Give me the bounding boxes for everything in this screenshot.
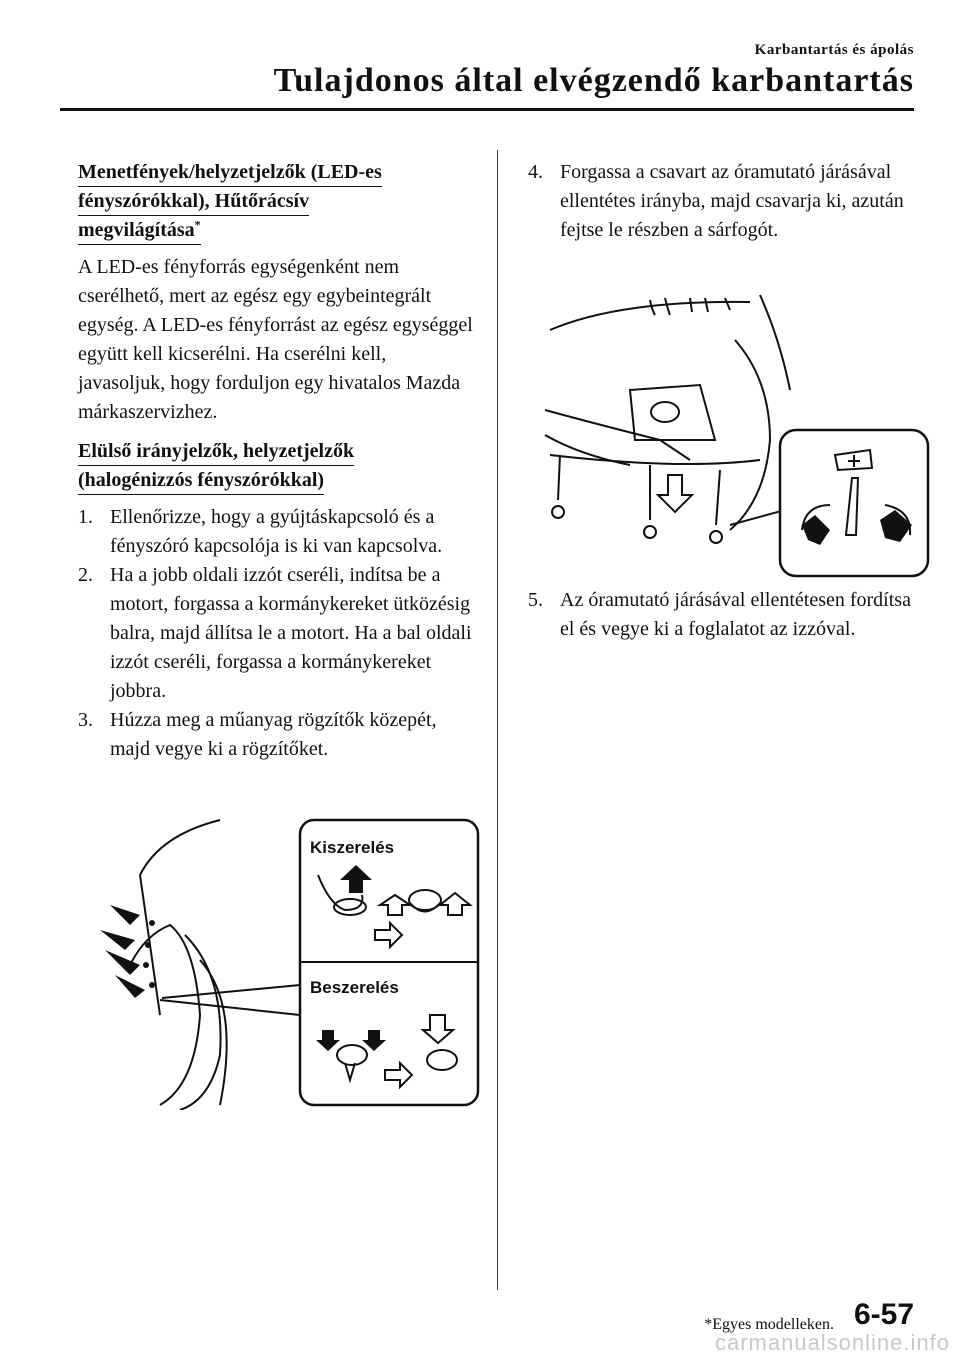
heading-front-indicators xyxy=(78,437,478,495)
heading-led-lights xyxy=(78,158,478,245)
label-install: Beszerelés xyxy=(310,978,399,997)
figure-clip-removal xyxy=(100,815,480,1110)
step-text: Ellenőrizze, hogy a gyújtáskapcsoló és a fényszóró kapcsolója is ki van kapcsolva. xyxy=(110,506,443,557)
right-column xyxy=(528,158,918,245)
list-item xyxy=(78,503,478,561)
step-number: 5. xyxy=(528,589,543,611)
step-number: 2. xyxy=(78,564,93,586)
step-text: Ha a jobb oldali izzót cseréli, indítsa be a motort, forgassa a kormánykereket ütközésig balra, majd állítsa le a motort. Ha a bal oldali izzót cseréli, forgassa a kormánykereket jobbra. xyxy=(110,564,472,702)
step-text: Húzza meg a műanyag rögzítők közepét, majd vegye ki a rögzítőket. xyxy=(110,709,437,760)
list-item xyxy=(528,158,918,245)
step-number: 1. xyxy=(78,506,93,528)
heading-line: fényszórókkal), Hűtőrácsív xyxy=(78,188,309,216)
heading-line: (halogénizzós fényszórókkal) xyxy=(78,467,324,495)
heading-line: Elülső irányjelzők, helyzetjelzők xyxy=(78,438,354,466)
steps-list xyxy=(528,158,918,245)
right-column-lower xyxy=(528,586,918,644)
steps-list xyxy=(528,586,918,644)
footnote: *Egyes modelleken. xyxy=(704,1316,834,1333)
header-rule xyxy=(60,108,914,111)
step-text: Forgassa a csavart az óramutató járásával ellentétes irányba, majd csavarja ki, azután fejtse le részben a sárfogót. xyxy=(560,161,904,241)
paragraph-led-info: A LED-es fényforrás egységenként nem cserélhető, mert az egész egy egybeintegrált egység. A LED-es fényforrást az egész egységgel együtt kell kicserélni. Ha cserélni kell, javasoljuk, hogy forduljon egy hivatalos Mazda márkaszervizhez. xyxy=(78,256,473,423)
list-item xyxy=(78,706,478,764)
label-removal: Kiszerelés xyxy=(310,838,395,857)
watermark: carmanualsonline.info xyxy=(714,1330,950,1355)
heading-line: Menetfények/helyzetjelzők (LED-es xyxy=(78,159,382,187)
steps-list xyxy=(78,503,478,764)
footnote-marker: * xyxy=(194,217,201,232)
left-column xyxy=(78,158,478,764)
heading-line: megvilágítása* xyxy=(78,217,201,245)
step-text: Az óramutató járásával ellentétesen fordítsa el és vegye ki a foglalatot az izzóval. xyxy=(560,589,911,640)
step-number: 3. xyxy=(78,709,93,731)
section-title: Karbantartás és ápolás xyxy=(754,42,914,58)
step-number: 4. xyxy=(528,161,543,183)
figure-screw-removal xyxy=(540,290,930,580)
list-item xyxy=(78,561,478,706)
page-number: 6-57 xyxy=(853,1298,914,1331)
list-item xyxy=(528,586,918,644)
page-title: Tulajdonos által elvégzendő karbantartás xyxy=(273,62,914,99)
column-divider xyxy=(497,150,498,1290)
